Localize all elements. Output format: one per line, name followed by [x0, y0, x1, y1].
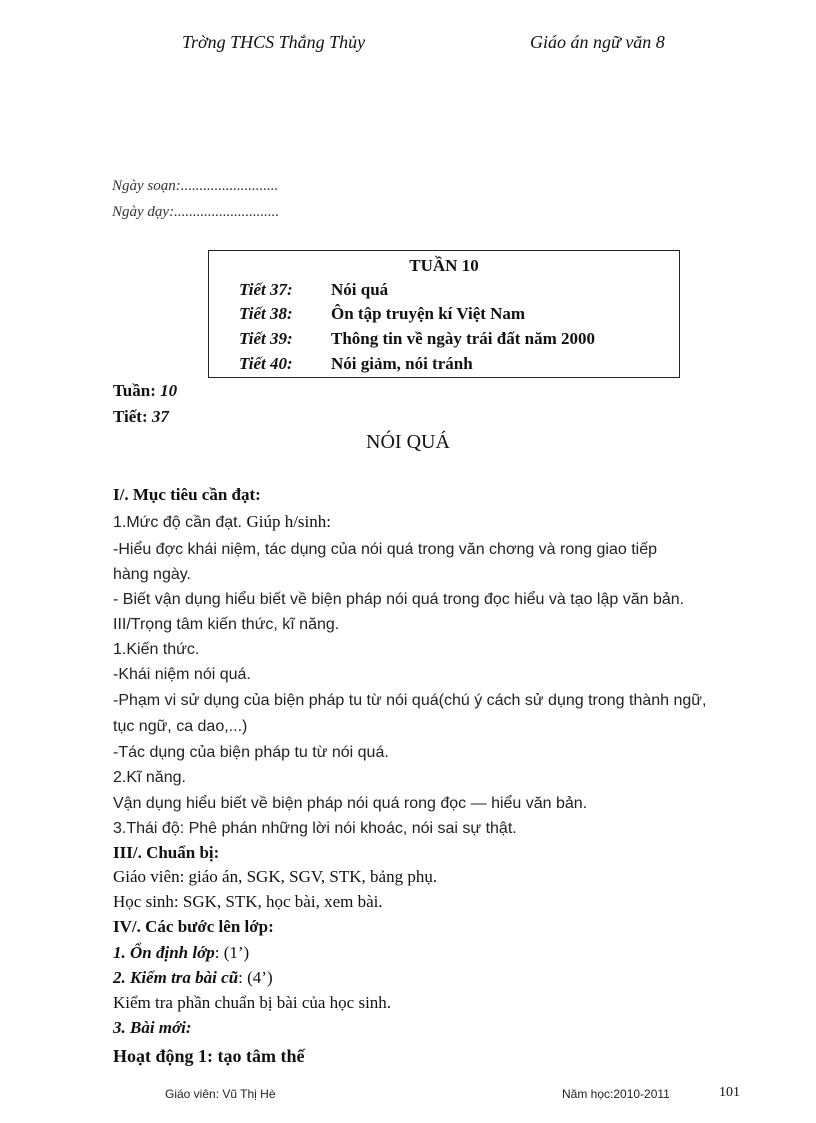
- schedule-row: [239, 354, 473, 374]
- schedule-row: [239, 280, 388, 300]
- section-preparation-title: III/. Chuẩn bị:: [113, 843, 220, 862]
- text-line: 3. Bài mới:: [113, 1018, 192, 1037]
- text-line: [113, 512, 331, 532]
- header-school: Trờng THCS Thắng Thủy: [182, 32, 366, 52]
- lesson-title: NÓI QUÁ: [366, 431, 450, 453]
- period-topic: Nói quá: [331, 280, 389, 299]
- text-line: tục ngữ, ca dao,...): [113, 718, 248, 735]
- text-span: Giúp h/sinh:: [246, 512, 331, 531]
- text-line: [113, 943, 249, 963]
- text-line: 3.Thái độ: Phê phán những lời nói khoác, nói sai sự thật.: [113, 820, 517, 837]
- text-span: : (1’): [214, 943, 250, 962]
- period-label: Tiết 37:: [239, 280, 293, 299]
- text-line: 1.Kiến thức.: [113, 641, 200, 658]
- activity-title: Hoạt động 1: tạo tâm thế: [113, 1046, 305, 1066]
- schedule-row: [239, 304, 525, 324]
- text-line: -Khái niệm nói quá.: [113, 666, 251, 683]
- teach-date: Ngày dạy:............................: [112, 204, 280, 220]
- text-span: 2. Kiểm tra bài cũ: [113, 968, 239, 987]
- section-focus-title: III/Trọng tâm kiến thức, kĩ năng.: [113, 616, 340, 633]
- header-doc-title: Giáo án ngữ văn 8: [530, 32, 665, 52]
- footer-teacher: Giáo viên: Vũ Thị Hè: [165, 1087, 276, 1101]
- period-label: Tiết 38:: [239, 304, 293, 323]
- text-span: 1. Ổn định lớp: [113, 943, 215, 962]
- period-topic: Nói giảm, nói tránh: [331, 354, 473, 373]
- text-line: Giáo viên: giáo án, SGK, SGV, STK, bảng phụ.: [113, 867, 438, 886]
- text-line: Vận dụng hiểu biết về biện pháp nói quá rong đọc — hiểu văn bản.: [113, 795, 588, 812]
- schedule-row: [239, 329, 595, 349]
- text-span: 1.Mức độ cần đạt.: [113, 514, 247, 531]
- page-number: 101: [719, 1085, 740, 1100]
- period-label: Tiết 40:: [239, 354, 293, 373]
- section-steps-title: IV/. Các bước lên lớp:: [113, 917, 274, 936]
- section-objectives-title: I/. Mục tiêu cần đạt:: [113, 485, 261, 504]
- week-schedule-box: [208, 250, 680, 378]
- footer-year: Năm học:2010-2011: [562, 1087, 670, 1101]
- text-line: hàng ngày.: [113, 566, 191, 583]
- text-line: Học sinh: SGK, STK, học bài, xem bài.: [113, 892, 383, 911]
- prep-date: Ngày soạn:..........................: [112, 178, 279, 194]
- text-span: : (4’): [238, 968, 273, 987]
- period-label: Tiết 39:: [239, 329, 293, 348]
- week-value: 10: [160, 381, 178, 400]
- week-title: TUẦN 10: [409, 256, 479, 275]
- text-line: -Hiểu đợc khái niệm, tác dụng của nói quá trong văn chơng và rong giao tiếp: [113, 541, 657, 558]
- lesson-period: [113, 407, 169, 427]
- lesson-week: [113, 381, 177, 401]
- text-line: 2.Kĩ năng.: [113, 769, 186, 786]
- text-line: -Phạm vi sử dụng của biện pháp tu từ nói quá(chú ý cách sử dụng trong thành ngữ,: [113, 692, 707, 709]
- period-topic: Ôn tập truyện kí Việt Nam: [331, 304, 526, 323]
- period-topic: Thông tin về ngày trái đất năm 2000: [331, 329, 595, 348]
- week-label: Tuần:: [113, 381, 161, 400]
- period-value: 37: [151, 407, 169, 426]
- period-label: Tiết:: [113, 407, 152, 426]
- text-line: [113, 968, 273, 988]
- text-line: -Tác dụng của biện pháp tu từ nói quá.: [113, 744, 389, 761]
- text-line: Kiểm tra phần chuẩn bị bài của học sinh.: [113, 993, 392, 1012]
- text-line: - Biết vận dụng hiểu biết về biện pháp nói quá trong đọc hiểu và tạo lập văn bản.: [113, 591, 685, 608]
